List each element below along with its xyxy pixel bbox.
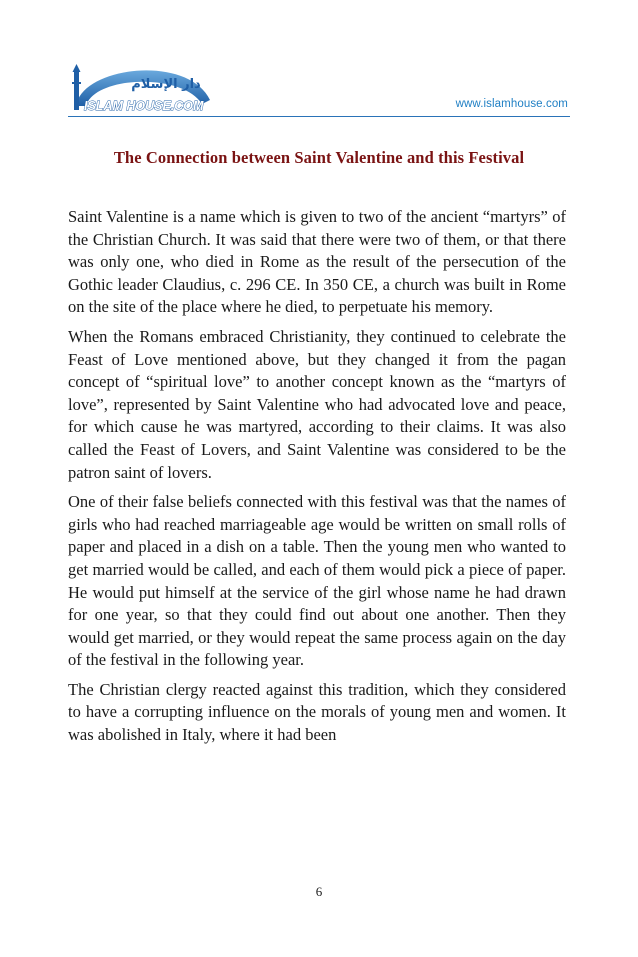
paragraph: When the Romans embraced Christianity, they continued to celebrate the Feast of Love mentioned above, but they changed it from the pagan concept of “spiritual love” to another concept known as the “martyrs of love”, represented by Saint Valentine who had advocated love and peace, for which cause he was martyred, according to their claims. It was also called the Feast of Lovers, and Saint Valentine was considered to be the patron saint of lovers. bbox=[68, 326, 566, 482]
body-text bbox=[68, 206, 566, 754]
logo-latin-text: ISLAM HOUSE.COM bbox=[84, 99, 204, 113]
minaret-logo-icon[interactable] bbox=[68, 60, 218, 116]
site-url-link[interactable]: www.islamhouse.com bbox=[455, 98, 568, 110]
logo-arabic-text: دار الإسلام bbox=[131, 77, 201, 92]
paragraph: One of their false beliefs connected with this festival was that the names of girls who had reached marriageable age would be written on small rolls of paper and placed in a dish on a table. Then the young men who wanted to get married would be called, and each of them would pick a piece of paper. He would put himself at the service of the girl whose name he had drawn for one year, so that they could find out about one another. Then they would get married, or they would repeat the same process again on the day of the festival in the following year. bbox=[68, 492, 566, 670]
paragraph: Saint Valentine is a name which is given to two of the ancient “martyrs” of the Christian Church. It was said that there were two of them, or that there was only one, who died in Rome as the result of the persecution of the Gothic leader Claudius, c. 296 CE. In 350 CE, a church was built in Rome on the site of the place where he died, to perpetuate his memory. bbox=[68, 207, 566, 317]
paragraph: The Christian clergy reacted against this tradition, which they considered to have a corrupting influence on the morals of young men and women. It was abolished in Italy, where it had been bbox=[68, 679, 566, 745]
page-header bbox=[68, 60, 570, 120]
section-title: The Connection between Saint Valentine and this Festival bbox=[113, 148, 525, 167]
header-divider bbox=[68, 116, 570, 117]
page-number: 6 bbox=[315, 884, 323, 899]
